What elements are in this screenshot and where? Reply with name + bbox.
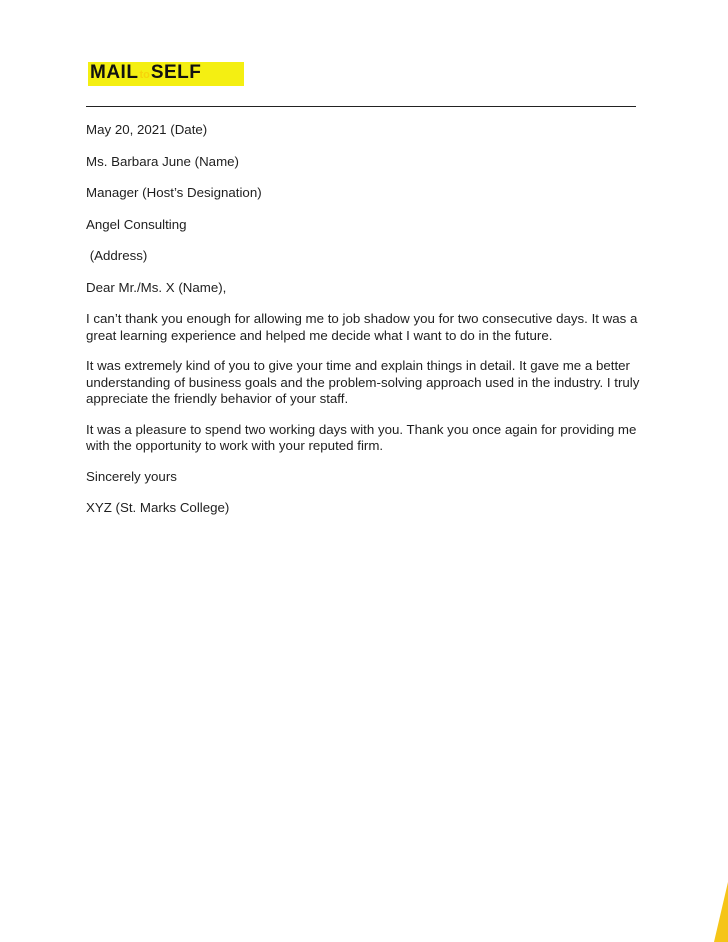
paragraph-line: appreciate the friendly behavior of your staff. bbox=[86, 391, 349, 406]
paragraph-2 bbox=[86, 358, 646, 408]
recipient-name: Ms. Barbara June (Name) bbox=[86, 153, 239, 169]
paragraph-line: with the opportunity to work with your reputed firm. bbox=[86, 438, 384, 453]
paragraph-1 bbox=[86, 311, 646, 344]
logo-text-left: MAIL bbox=[90, 62, 139, 83]
signature: XYZ (St. Marks College) bbox=[86, 500, 230, 515]
header-divider bbox=[86, 106, 636, 107]
recipient-designation: Manager (Host’s Designation) bbox=[86, 185, 262, 200]
paragraph-3 bbox=[86, 422, 646, 455]
recipient-address: (Address) bbox=[86, 248, 148, 263]
logo-text-right: SELF bbox=[150, 62, 202, 83]
paragraph-line: I can’t thank you enough for allowing me to job shadow you for two consecutive days. It was a bbox=[86, 311, 638, 326]
mailtoself-logo bbox=[88, 62, 244, 86]
paragraph-line: great learning experience and helped me decide what I want to do in the future. bbox=[86, 327, 553, 343]
paragraph-line: It was extremely kind of you to give your time and explain things in detail. It gave me a better bbox=[86, 358, 630, 373]
logo-text-mid: to bbox=[139, 69, 150, 81]
closing: Sincerely yours bbox=[86, 468, 177, 484]
paragraph-line: understanding of business goals and the problem-solving approach used in the industry. I truly bbox=[86, 374, 640, 390]
recipient-company: Angel Consulting bbox=[86, 216, 187, 232]
letter-date: May 20, 2021 (Date) bbox=[86, 122, 208, 137]
corner-accent bbox=[714, 882, 728, 942]
logo-text bbox=[88, 61, 201, 87]
salutation: Dear Mr./Ms. X (Name), bbox=[86, 279, 227, 295]
paragraph-line: It was a pleasure to spend two working days with you. Thank you once again for providing me bbox=[86, 421, 637, 437]
letter-body bbox=[86, 122, 646, 517]
